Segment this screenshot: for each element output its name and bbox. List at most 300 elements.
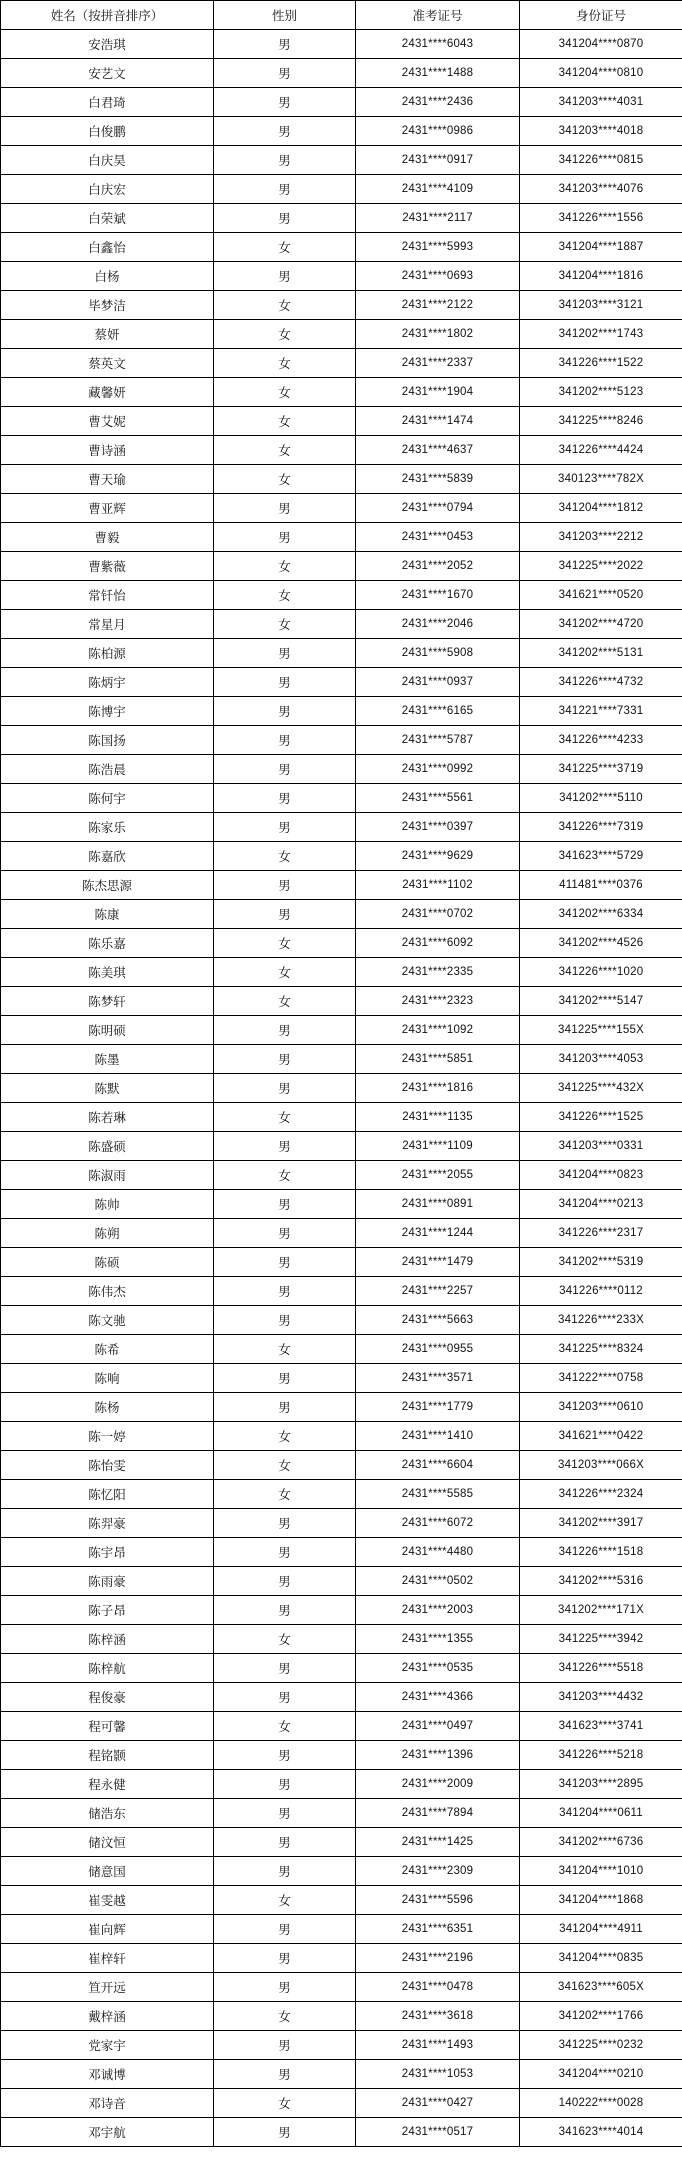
cell-exam-number: 2431****3571 [356,1364,520,1393]
cell-gender: 女 [214,349,356,378]
cell-exam-number: 2431****0693 [356,262,520,291]
cell-gender: 女 [214,2002,356,2031]
cell-name: 陈嘉欣 [1,842,214,871]
cell-gender: 女 [214,465,356,494]
table-row [1,639,682,668]
cell-name: 曹紫薇 [1,552,214,581]
cell-exam-number: 2431****4637 [356,436,520,465]
cell-exam-number: 2431****5839 [356,465,520,494]
cell-exam-number: 2431****2055 [356,1161,520,1190]
cell-gender: 女 [214,929,356,958]
table-row [1,1799,682,1828]
cell-id-number: 341226****0112 [520,1277,682,1306]
cell-name: 陈杨 [1,1393,214,1422]
cell-gender: 男 [214,523,356,552]
cell-gender: 女 [214,1422,356,1451]
table-row [1,262,682,291]
cell-gender: 女 [214,842,356,871]
cell-name: 安艺文 [1,59,214,88]
table-row [1,1509,682,1538]
table-row [1,755,682,784]
cell-name: 陈国扬 [1,726,214,755]
cell-gender: 男 [214,88,356,117]
cell-gender: 男 [214,262,356,291]
cell-exam-number: 2431****4480 [356,1538,520,1567]
table-row [1,1683,682,1712]
cell-id-number: 341623****4014 [520,2118,682,2147]
cell-exam-number: 2431****1779 [356,1393,520,1422]
cell-id-number: 341204****1010 [520,1857,682,1886]
cell-name: 曹天瑜 [1,465,214,494]
cell-exam-number: 2431****1816 [356,1074,520,1103]
cell-gender: 男 [214,639,356,668]
cell-id-number: 341226****4233 [520,726,682,755]
table-row [1,987,682,1016]
table-row [1,2031,682,2060]
cell-id-number: 341203****4432 [520,1683,682,1712]
cell-id-number: 341203****0610 [520,1393,682,1422]
cell-exam-number: 2431****9629 [356,842,520,871]
cell-name: 白庆宏 [1,175,214,204]
cell-id-number: 341623****3741 [520,1712,682,1741]
cell-id-number: 341226****2317 [520,1219,682,1248]
cell-gender: 女 [214,1161,356,1190]
cell-gender: 男 [214,2118,356,2147]
cell-name: 储汶恒 [1,1828,214,1857]
table-row [1,1335,682,1364]
cell-exam-number: 2431****0517 [356,2118,520,2147]
table-row [1,1306,682,1335]
table-row [1,668,682,697]
cell-exam-number: 2431****0478 [356,1973,520,2002]
cell-gender: 男 [214,204,356,233]
cell-id-number: 341202****5123 [520,378,682,407]
table-row [1,1074,682,1103]
table-row [1,1422,682,1451]
cell-gender: 男 [214,1915,356,1944]
cell-id-number: 341226****1522 [520,349,682,378]
header-id-number: 身份证号 [520,1,682,30]
cell-exam-number: 2431****0497 [356,1712,520,1741]
table-row [1,1741,682,1770]
table-row [1,175,682,204]
cell-id-number: 341222****0758 [520,1364,682,1393]
cell-name: 藏馨妍 [1,378,214,407]
cell-name: 陈乐嘉 [1,929,214,958]
cell-gender: 男 [214,1973,356,2002]
cell-id-number: 341621****0520 [520,581,682,610]
cell-exam-number: 2431****1904 [356,378,520,407]
cell-gender: 女 [214,987,356,1016]
cell-name: 陈何宇 [1,784,214,813]
cell-name: 曹亚辉 [1,494,214,523]
cell-name: 陈炳宇 [1,668,214,697]
cell-name: 陈怡雯 [1,1451,214,1480]
cell-gender: 女 [214,233,356,262]
table-row [1,1248,682,1277]
cell-exam-number: 2431****0955 [356,1335,520,1364]
cell-name: 储浩东 [1,1799,214,1828]
table-row [1,494,682,523]
cell-exam-number: 2431****2436 [356,88,520,117]
table-row [1,1480,682,1509]
cell-id-number: 341203****2212 [520,523,682,552]
cell-name: 崔雯越 [1,1886,214,1915]
cell-gender: 男 [214,784,356,813]
cell-exam-number: 2431****5561 [356,784,520,813]
cell-exam-number: 2431****1474 [356,407,520,436]
table-row [1,1219,682,1248]
cell-name: 陈羿豪 [1,1509,214,1538]
cell-name: 白庆昊 [1,146,214,175]
cell-gender: 男 [214,1364,356,1393]
cell-name: 陈美琪 [1,958,214,987]
cell-exam-number: 2431****1479 [356,1248,520,1277]
cell-exam-number: 2431****2337 [356,349,520,378]
cell-exam-number: 2431****3618 [356,2002,520,2031]
cell-gender: 男 [214,1016,356,1045]
cell-name: 党家宇 [1,2031,214,2060]
cell-name: 崔向辉 [1,1915,214,1944]
table-body [1,30,682,2147]
cell-gender: 男 [214,1045,356,1074]
cell-exam-number: 2431****0535 [356,1654,520,1683]
cell-exam-number: 2431****2003 [356,1596,520,1625]
table-row [1,1857,682,1886]
table-row [1,1364,682,1393]
cell-name: 白鑫怡 [1,233,214,262]
cell-exam-number: 2431****0702 [356,900,520,929]
cell-id-number: 341623****605X [520,1973,682,2002]
cell-gender: 女 [214,1103,356,1132]
cell-exam-number: 2431****1102 [356,871,520,900]
cell-exam-number: 2431****2046 [356,610,520,639]
table-row [1,1393,682,1422]
table-row [1,407,682,436]
cell-name: 白君琦 [1,88,214,117]
cell-id-number: 341226****5518 [520,1654,682,1683]
cell-exam-number: 2431****2196 [356,1944,520,1973]
cell-exam-number: 2431****5851 [356,1045,520,1074]
cell-id-number: 341621****0422 [520,1422,682,1451]
cell-id-number: 341623****5729 [520,842,682,871]
cell-exam-number: 2431****6043 [356,30,520,59]
cell-id-number: 341202****3917 [520,1509,682,1538]
cell-id-number: 341225****8324 [520,1335,682,1364]
cell-gender: 女 [214,436,356,465]
cell-id-number: 341203****0331 [520,1132,682,1161]
table-row [1,1567,682,1596]
cell-id-number: 341226****7319 [520,813,682,842]
cell-id-number: 140222****0028 [520,2089,682,2118]
cell-name: 陈默 [1,1074,214,1103]
cell-name: 陈墨 [1,1045,214,1074]
cell-gender: 男 [214,1132,356,1161]
cell-gender: 女 [214,581,356,610]
table-row [1,2089,682,2118]
cell-gender: 男 [214,1944,356,1973]
cell-gender: 男 [214,1683,356,1712]
cell-exam-number: 2431****1092 [356,1016,520,1045]
cell-gender: 男 [214,755,356,784]
cell-name: 陈宇昂 [1,1538,214,1567]
cell-name: 陈柏源 [1,639,214,668]
cell-exam-number: 2431****5787 [356,726,520,755]
cell-name: 白荣斌 [1,204,214,233]
cell-exam-number: 2431****1488 [356,59,520,88]
cell-exam-number: 2431****0937 [356,668,520,697]
cell-id-number: 341202****4526 [520,929,682,958]
cell-gender: 男 [214,2060,356,2089]
cell-exam-number: 2431****1425 [356,1828,520,1857]
cell-name: 陈一婷 [1,1422,214,1451]
cell-id-number: 341225****432X [520,1074,682,1103]
cell-exam-number: 2431****1244 [356,1219,520,1248]
table-row [1,726,682,755]
cell-id-number: 341226****1518 [520,1538,682,1567]
cell-id-number: 341226****4424 [520,436,682,465]
cell-exam-number: 2431****6092 [356,929,520,958]
cell-exam-number: 2431****2122 [356,291,520,320]
cell-id-number: 341202****1743 [520,320,682,349]
cell-exam-number: 2431****5663 [356,1306,520,1335]
cell-name: 白杨 [1,262,214,291]
cell-id-number: 341204****1868 [520,1886,682,1915]
cell-gender: 男 [214,1248,356,1277]
cell-id-number: 341202****1766 [520,2002,682,2031]
cell-name: 陈浩晨 [1,755,214,784]
table-row [1,610,682,639]
table-row [1,465,682,494]
cell-id-number: 341204****0213 [520,1190,682,1219]
cell-id-number: 341204****0810 [520,59,682,88]
cell-id-number: 411481****0376 [520,871,682,900]
cell-exam-number: 2431****6351 [356,1915,520,1944]
cell-id-number: 341204****0835 [520,1944,682,1973]
table-row [1,1886,682,1915]
cell-gender: 男 [214,726,356,755]
cell-exam-number: 2431****2052 [356,552,520,581]
table-row [1,1973,682,2002]
header-name: 姓名（按拼音排序） [1,1,214,30]
cell-id-number: 341202****4720 [520,610,682,639]
cell-gender: 女 [214,1451,356,1480]
cell-id-number: 341203****3121 [520,291,682,320]
cell-gender: 男 [214,1074,356,1103]
table-row [1,784,682,813]
cell-exam-number: 2431****1109 [356,1132,520,1161]
cell-gender: 女 [214,378,356,407]
cell-name: 陈子昂 [1,1596,214,1625]
cell-id-number: 341204****4911 [520,1915,682,1944]
table-row [1,1103,682,1132]
cell-id-number: 341204****1887 [520,233,682,262]
cell-id-number: 341226****233X [520,1306,682,1335]
cell-exam-number: 2431****6165 [356,697,520,726]
table-row [1,1190,682,1219]
cell-name: 曹毅 [1,523,214,552]
cell-gender: 女 [214,1335,356,1364]
cell-id-number: 341226****4732 [520,668,682,697]
cell-name: 陈家乐 [1,813,214,842]
cell-name: 陈梓涵 [1,1625,214,1654]
cell-gender: 女 [214,1625,356,1654]
cell-gender: 男 [214,871,356,900]
cell-name: 毕梦洁 [1,291,214,320]
cell-gender: 女 [214,958,356,987]
cell-name: 戴梓涵 [1,2002,214,2031]
cell-name: 储意国 [1,1857,214,1886]
cell-gender: 男 [214,1190,356,1219]
cell-name: 曹诗涵 [1,436,214,465]
cell-gender: 男 [214,1770,356,1799]
table-row [1,1828,682,1857]
cell-exam-number: 2431****1802 [356,320,520,349]
cell-exam-number: 2431****6072 [356,1509,520,1538]
cell-exam-number: 2431****7894 [356,1799,520,1828]
cell-gender: 女 [214,552,356,581]
cell-id-number: 341204****0210 [520,2060,682,2089]
cell-name: 陈梓航 [1,1654,214,1683]
cell-gender: 男 [214,1857,356,1886]
cell-gender: 男 [214,1567,356,1596]
cell-id-number: 341225****3719 [520,755,682,784]
cell-id-number: 341202****6736 [520,1828,682,1857]
table-row [1,958,682,987]
cell-exam-number: 2431****0986 [356,117,520,146]
cell-name: 邓诗音 [1,2089,214,2118]
cell-name: 蔡英文 [1,349,214,378]
cell-id-number: 341202****5319 [520,1248,682,1277]
table-row [1,436,682,465]
cell-id-number: 341203****066X [520,1451,682,1480]
cell-exam-number: 2431****5993 [356,233,520,262]
cell-gender: 男 [214,146,356,175]
cell-name: 陈若琳 [1,1103,214,1132]
cell-id-number: 341226****1020 [520,958,682,987]
cell-id-number: 341225****155X [520,1016,682,1045]
cell-exam-number: 2431****2323 [356,987,520,1016]
cell-id-number: 341225****8246 [520,407,682,436]
cell-exam-number: 2431****4366 [356,1683,520,1712]
table-row [1,900,682,929]
cell-exam-number: 2431****2257 [356,1277,520,1306]
table-row [1,88,682,117]
cell-id-number: 341203****4018 [520,117,682,146]
table-row [1,1277,682,1306]
table-row [1,552,682,581]
cell-name: 陈忆阳 [1,1480,214,1509]
cell-exam-number: 2431****0397 [356,813,520,842]
cell-id-number: 341225****2022 [520,552,682,581]
cell-name: 陈响 [1,1364,214,1393]
cell-gender: 男 [214,1799,356,1828]
cell-gender: 男 [214,1219,356,1248]
cell-gender: 男 [214,1306,356,1335]
table-row [1,1045,682,1074]
cell-gender: 男 [214,697,356,726]
table-row [1,349,682,378]
cell-name: 程永健 [1,1770,214,1799]
table-row [1,30,682,59]
cell-gender: 男 [214,1654,356,1683]
cell-gender: 男 [214,2031,356,2060]
cell-gender: 女 [214,610,356,639]
table-row [1,1915,682,1944]
cell-gender: 男 [214,1828,356,1857]
cell-gender: 男 [214,813,356,842]
cell-name: 常钎怡 [1,581,214,610]
cell-exam-number: 2431****0917 [356,146,520,175]
cell-gender: 女 [214,2089,356,2118]
table-row [1,1596,682,1625]
table-row [1,146,682,175]
cell-name: 陈盛硕 [1,1132,214,1161]
cell-name: 陈帅 [1,1190,214,1219]
table-row [1,1625,682,1654]
table-row [1,1770,682,1799]
cell-gender: 男 [214,117,356,146]
table-row [1,2002,682,2031]
header-gender: 性别 [214,1,356,30]
header-exam-number: 准考证号 [356,1,520,30]
table-row [1,59,682,88]
cell-exam-number: 2431****5908 [356,639,520,668]
cell-exam-number: 2431****4109 [356,175,520,204]
table-row [1,813,682,842]
cell-exam-number: 2431****6604 [356,1451,520,1480]
cell-name: 陈希 [1,1335,214,1364]
table-row [1,581,682,610]
cell-id-number: 341225****3942 [520,1625,682,1654]
cell-id-number: 341202****5147 [520,987,682,1016]
cell-name: 崔梓轩 [1,1944,214,1973]
cell-gender: 女 [214,291,356,320]
cell-gender: 男 [214,668,356,697]
cell-name: 程俊豪 [1,1683,214,1712]
cell-name: 笪开远 [1,1973,214,2002]
cell-gender: 女 [214,320,356,349]
cell-exam-number: 2431****5596 [356,1886,520,1915]
cell-name: 常星月 [1,610,214,639]
cell-exam-number: 2431****1670 [356,581,520,610]
cell-exam-number: 2431****0794 [356,494,520,523]
table-row [1,1944,682,1973]
cell-id-number: 341202****5131 [520,639,682,668]
cell-name: 陈杰思源 [1,871,214,900]
cell-id-number: 341221****7331 [520,697,682,726]
table-row [1,1016,682,1045]
cell-gender: 男 [214,900,356,929]
cell-exam-number: 2431****1396 [356,1741,520,1770]
cell-id-number: 341202****171X [520,1596,682,1625]
cell-name: 曹艾妮 [1,407,214,436]
cell-exam-number: 2431****0427 [356,2089,520,2118]
table-row [1,1132,682,1161]
cell-id-number: 341226****2324 [520,1480,682,1509]
cell-id-number: 341203****4053 [520,1045,682,1074]
table-row [1,1712,682,1741]
cell-gender: 女 [214,1712,356,1741]
table-row [1,929,682,958]
cell-exam-number: 2431****2309 [356,1857,520,1886]
cell-name: 陈雨豪 [1,1567,214,1596]
table-row [1,204,682,233]
table-row [1,320,682,349]
table-row [1,2118,682,2147]
cell-id-number: 341225****0232 [520,2031,682,2060]
cell-gender: 男 [214,1277,356,1306]
